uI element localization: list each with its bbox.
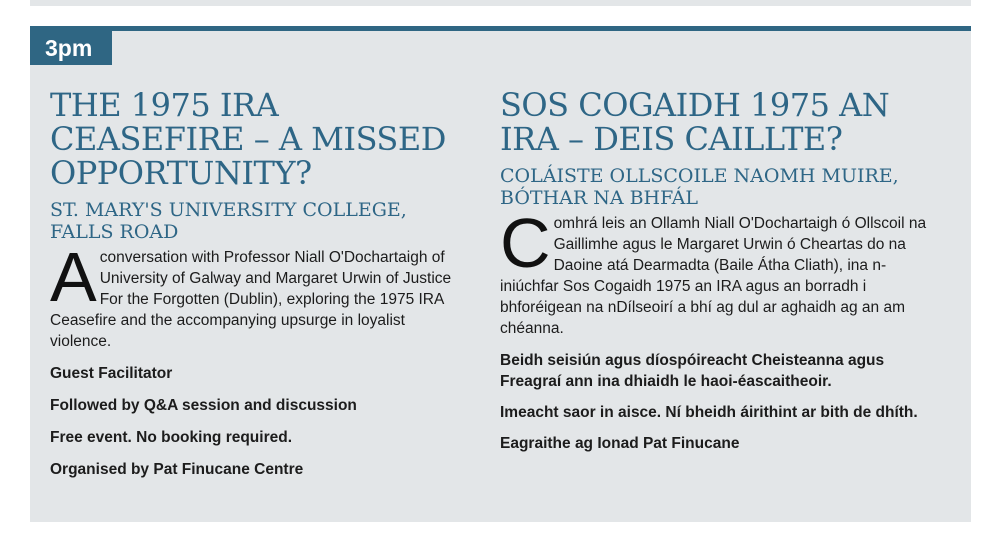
- event-venue-irish: COLÁISTE OLLSCOILE NAOMH MUIRE, BÓTHAR NA BHFÁL: [500, 165, 899, 209]
- drop-cap-irish: C: [500, 204, 551, 282]
- description-text-irish: omhrá leis an Ollamh Niall O'Dochartaigh ó Ollscoil na Gaillimhe agus le Margaret Urwin ó Cheartas do na Daoine atá Dearmadta (Baile Átha Cliath), ina n-iniúchfar Sos Cogaidh 1975 an IRA agus an borradh i bhforéigean na nDílseoirí a bhí ag dul ar aghaidh ag an am chéanna.: [500, 215, 927, 337]
- event-venue: ST. MARY'S UNIVERSITY COLLEGE, FALLS ROAD: [50, 199, 407, 243]
- event-description-irish: [500, 204, 940, 339]
- note-free-irish: Imeacht saor in aisce. Ní bheidh áirithint ar bith de dhíth.: [500, 404, 918, 421]
- note-organiser-irish: Eagraithe ag Ionad Pat Finucane: [500, 435, 740, 452]
- irish-column: [500, 88, 940, 454]
- event-description: [50, 238, 470, 352]
- panel-top-border: [30, 26, 971, 31]
- note-facilitator: Guest Facilitator: [50, 365, 173, 382]
- event-panel: [30, 26, 971, 522]
- event-title: THE 1975 IRA CEASEFIRE – A MISSED OPPORTUNITY?: [50, 86, 446, 192]
- drop-cap: A: [50, 238, 97, 316]
- note-free: Free event. No booking required.: [50, 429, 293, 446]
- time-label: 3pm: [30, 31, 112, 65]
- top-divider-strip: [30, 0, 971, 6]
- note-organiser: Organised by Pat Finucane Centre: [50, 461, 304, 478]
- note-qa: Followed by Q&A session and discussion: [50, 397, 357, 414]
- english-column: [50, 88, 470, 480]
- description-text: conversation with Professor Niall O'Dochartaigh of University of Galway and Margaret Urwin of Justice For the Forgotten (Dublin), exploring the 1975 IRA Ceasefire and the accompanying upsurge in loyalist violence.: [50, 249, 452, 350]
- event-title-irish: SOS COGAIDH 1975 AN IRA – DEIS CAILLTE?: [500, 86, 890, 158]
- note-qa-irish: Beidh seisiún agus díospóireacht Cheisteanna agus Freagraí ann ina dhiaidh le haoi-éascaitheoir.: [500, 352, 885, 390]
